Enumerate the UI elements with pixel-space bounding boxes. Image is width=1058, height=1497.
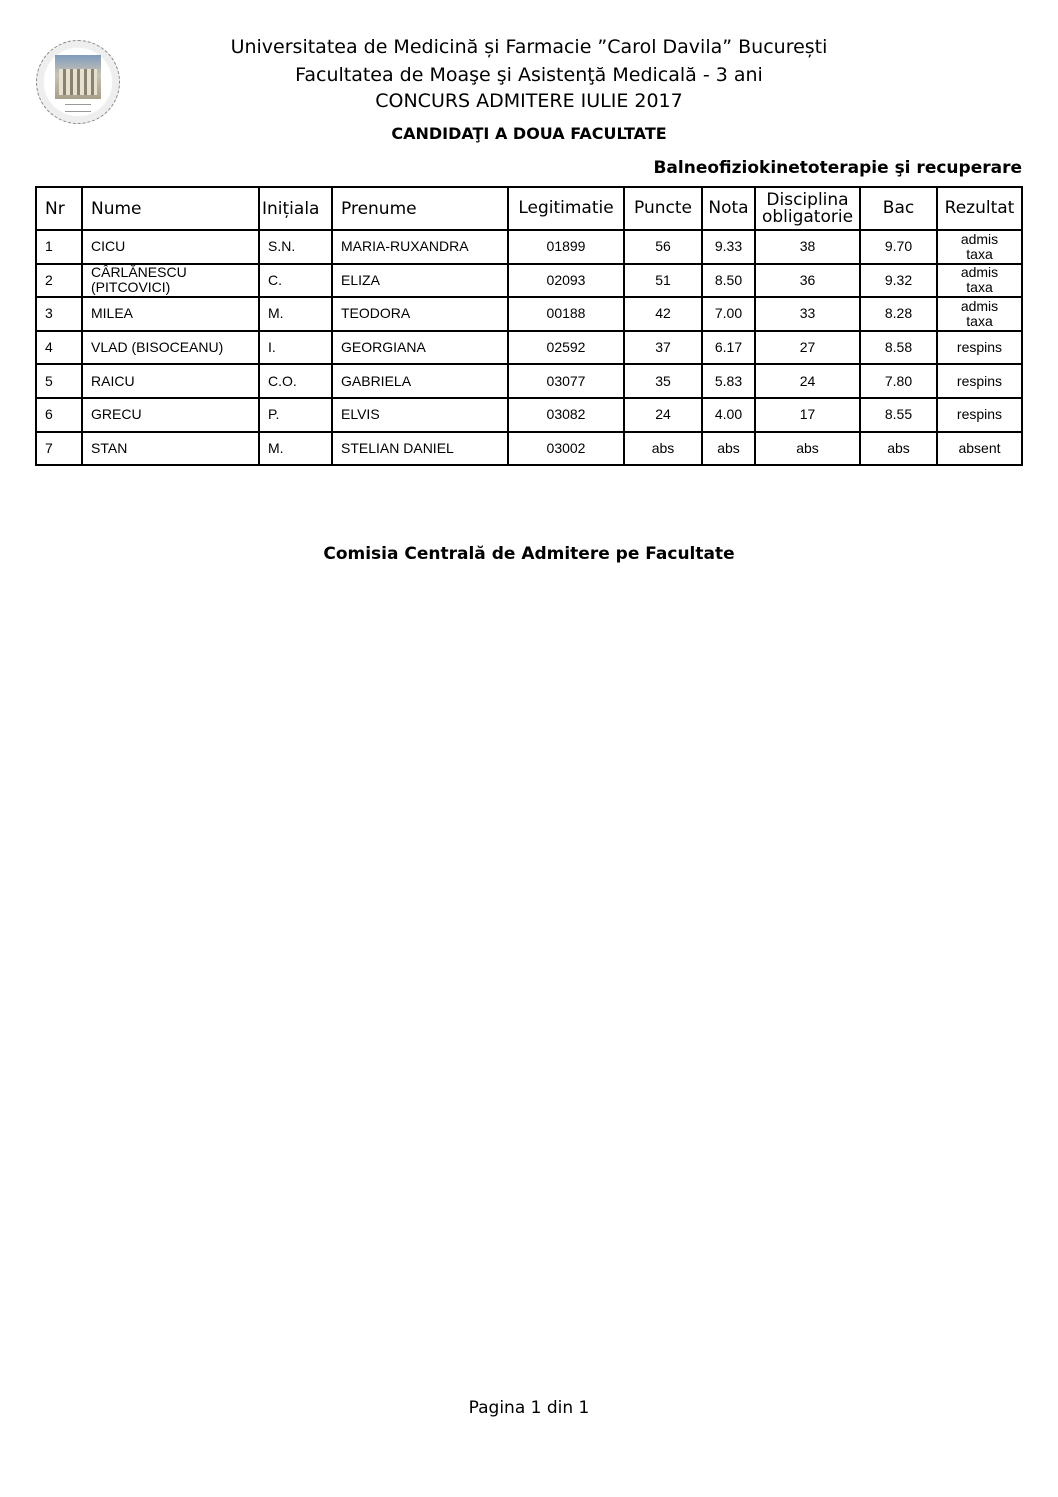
cell-rezultat: respins bbox=[937, 398, 1022, 432]
cell-puncte: 51 bbox=[624, 264, 702, 298]
cell-initiala: P. bbox=[259, 398, 332, 432]
table-row bbox=[36, 230, 1022, 264]
category-title: CANDIDAŢI A DOUA FACULTATE bbox=[391, 124, 667, 143]
cell-nr: 1 bbox=[36, 230, 82, 264]
cell-nota: 5.83 bbox=[702, 364, 755, 398]
cell-legitimatie: 03077 bbox=[508, 364, 624, 398]
cell-bac: 9.70 bbox=[860, 230, 937, 264]
cell-puncte: 56 bbox=[624, 230, 702, 264]
cell-prenume: GEORGIANA bbox=[332, 331, 508, 365]
cell-puncte: 37 bbox=[624, 331, 702, 365]
cell-disciplina: 27 bbox=[755, 331, 860, 365]
cell-nota: 4.00 bbox=[702, 398, 755, 432]
cell-initiala: M. bbox=[259, 297, 332, 331]
table-row bbox=[36, 432, 1022, 466]
table-row bbox=[36, 297, 1022, 331]
results-table bbox=[35, 186, 1023, 466]
col-prenume: Prenume bbox=[332, 187, 508, 230]
col-bac: Bac bbox=[860, 187, 937, 230]
table-row bbox=[36, 364, 1022, 398]
cell-legitimatie: 03082 bbox=[508, 398, 624, 432]
cell-bac: 8.55 bbox=[860, 398, 937, 432]
cell-nr: 6 bbox=[36, 398, 82, 432]
cell-nota: 7.00 bbox=[702, 297, 755, 331]
cell-initiala: M. bbox=[259, 432, 332, 466]
col-initiala: Inițiala bbox=[259, 187, 332, 230]
cell-nume: CÂRLĂNESCU (PITCOVICI) bbox=[82, 264, 259, 298]
cell-disciplina: 33 bbox=[755, 297, 860, 331]
cell-puncte: 24 bbox=[624, 398, 702, 432]
cell-legitimatie: 00188 bbox=[508, 297, 624, 331]
cell-nr: 5 bbox=[36, 364, 82, 398]
result-text: admis taxa bbox=[960, 230, 999, 262]
cell-nr: 7 bbox=[36, 432, 82, 466]
col-nr: Nr bbox=[36, 187, 82, 230]
table-row bbox=[36, 331, 1022, 365]
col-legitimatie: Legitimatie bbox=[508, 187, 624, 230]
cell-bac: 9.32 bbox=[860, 264, 937, 298]
cell-disciplina: 36 bbox=[755, 264, 860, 298]
cell-initiala: S.N. bbox=[259, 230, 332, 264]
commission-label: Comisia Centrală de Admitere pe Facultate bbox=[323, 544, 735, 564]
cell-prenume: STELIAN DANIEL bbox=[332, 432, 508, 466]
faculty-title: Facultatea de Moaşe şi Asistenţă Medicală - 3 ani bbox=[295, 64, 763, 86]
cell-rezultat bbox=[937, 297, 1022, 331]
cell-rezultat: respins bbox=[937, 364, 1022, 398]
cell-legitimatie: 02093 bbox=[508, 264, 624, 298]
cell-initiala: I. bbox=[259, 331, 332, 365]
cell-bac: 8.58 bbox=[860, 331, 937, 365]
cell-bac: 7.80 bbox=[860, 364, 937, 398]
university-title: Universitatea de Medicină și Farmacie ”Carol Davila” București bbox=[230, 36, 828, 58]
cell-initiala: C.O. bbox=[259, 364, 332, 398]
result-text: admis taxa bbox=[960, 297, 999, 329]
table-row bbox=[36, 264, 1022, 298]
cell-bac: 8.28 bbox=[860, 297, 937, 331]
cell-rezultat: absent bbox=[937, 432, 1022, 466]
cell-puncte: 35 bbox=[624, 364, 702, 398]
cell-rezultat: respins bbox=[937, 331, 1022, 365]
cell-nume: CICU bbox=[82, 230, 259, 264]
cell-nume: STAN bbox=[82, 432, 259, 466]
cell-nume: VLAD (BISOCEANU) bbox=[82, 331, 259, 365]
cell-nota: 6.17 bbox=[702, 331, 755, 365]
cell-rezultat bbox=[937, 264, 1022, 298]
page-number: Pagina 1 din 1 bbox=[468, 1398, 590, 1418]
cell-legitimatie: 03002 bbox=[508, 432, 624, 466]
cell-nume: MILEA bbox=[82, 297, 259, 331]
cell-disciplina: 24 bbox=[755, 364, 860, 398]
cell-prenume: ELIZA bbox=[332, 264, 508, 298]
col-disciplina: Disciplina obligatorie bbox=[755, 187, 860, 230]
cell-bac: abs bbox=[860, 432, 937, 466]
specialization-title: Balneofiziokinetoterapie şi recuperare bbox=[653, 158, 1022, 178]
cell-prenume: GABRIELA bbox=[332, 364, 508, 398]
cell-prenume: TEODORA bbox=[332, 297, 508, 331]
cell-nota: 9.33 bbox=[702, 230, 755, 264]
contest-title: CONCURS ADMITERE IULIE 2017 bbox=[375, 90, 683, 112]
col-puncte: Puncte bbox=[624, 187, 702, 230]
table-row bbox=[36, 398, 1022, 432]
cell-prenume: MARIA-RUXANDRA bbox=[332, 230, 508, 264]
cell-puncte: abs bbox=[624, 432, 702, 466]
cell-puncte: 42 bbox=[624, 297, 702, 331]
cell-disciplina: abs bbox=[755, 432, 860, 466]
cell-nr: 2 bbox=[36, 264, 82, 298]
col-nota: Nota bbox=[702, 187, 755, 230]
table-header-row bbox=[36, 187, 1022, 230]
cell-nota: abs bbox=[702, 432, 755, 466]
cell-nume: GRECU bbox=[82, 398, 259, 432]
cell-disciplina: 17 bbox=[755, 398, 860, 432]
cell-nota: 8.50 bbox=[702, 264, 755, 298]
cell-initiala: C. bbox=[259, 264, 332, 298]
cell-legitimatie: 02592 bbox=[508, 331, 624, 365]
cell-rezultat bbox=[937, 230, 1022, 264]
cell-disciplina: 38 bbox=[755, 230, 860, 264]
cell-nume: RAICU bbox=[82, 364, 259, 398]
col-rezultat: Rezultat bbox=[937, 187, 1022, 230]
cell-nr: 3 bbox=[36, 297, 82, 331]
cell-nr: 4 bbox=[36, 331, 82, 365]
cell-prenume: ELVIS bbox=[332, 398, 508, 432]
col-nume: Nume bbox=[82, 187, 259, 230]
result-text: admis taxa bbox=[960, 264, 999, 296]
cell-legitimatie: 01899 bbox=[508, 230, 624, 264]
